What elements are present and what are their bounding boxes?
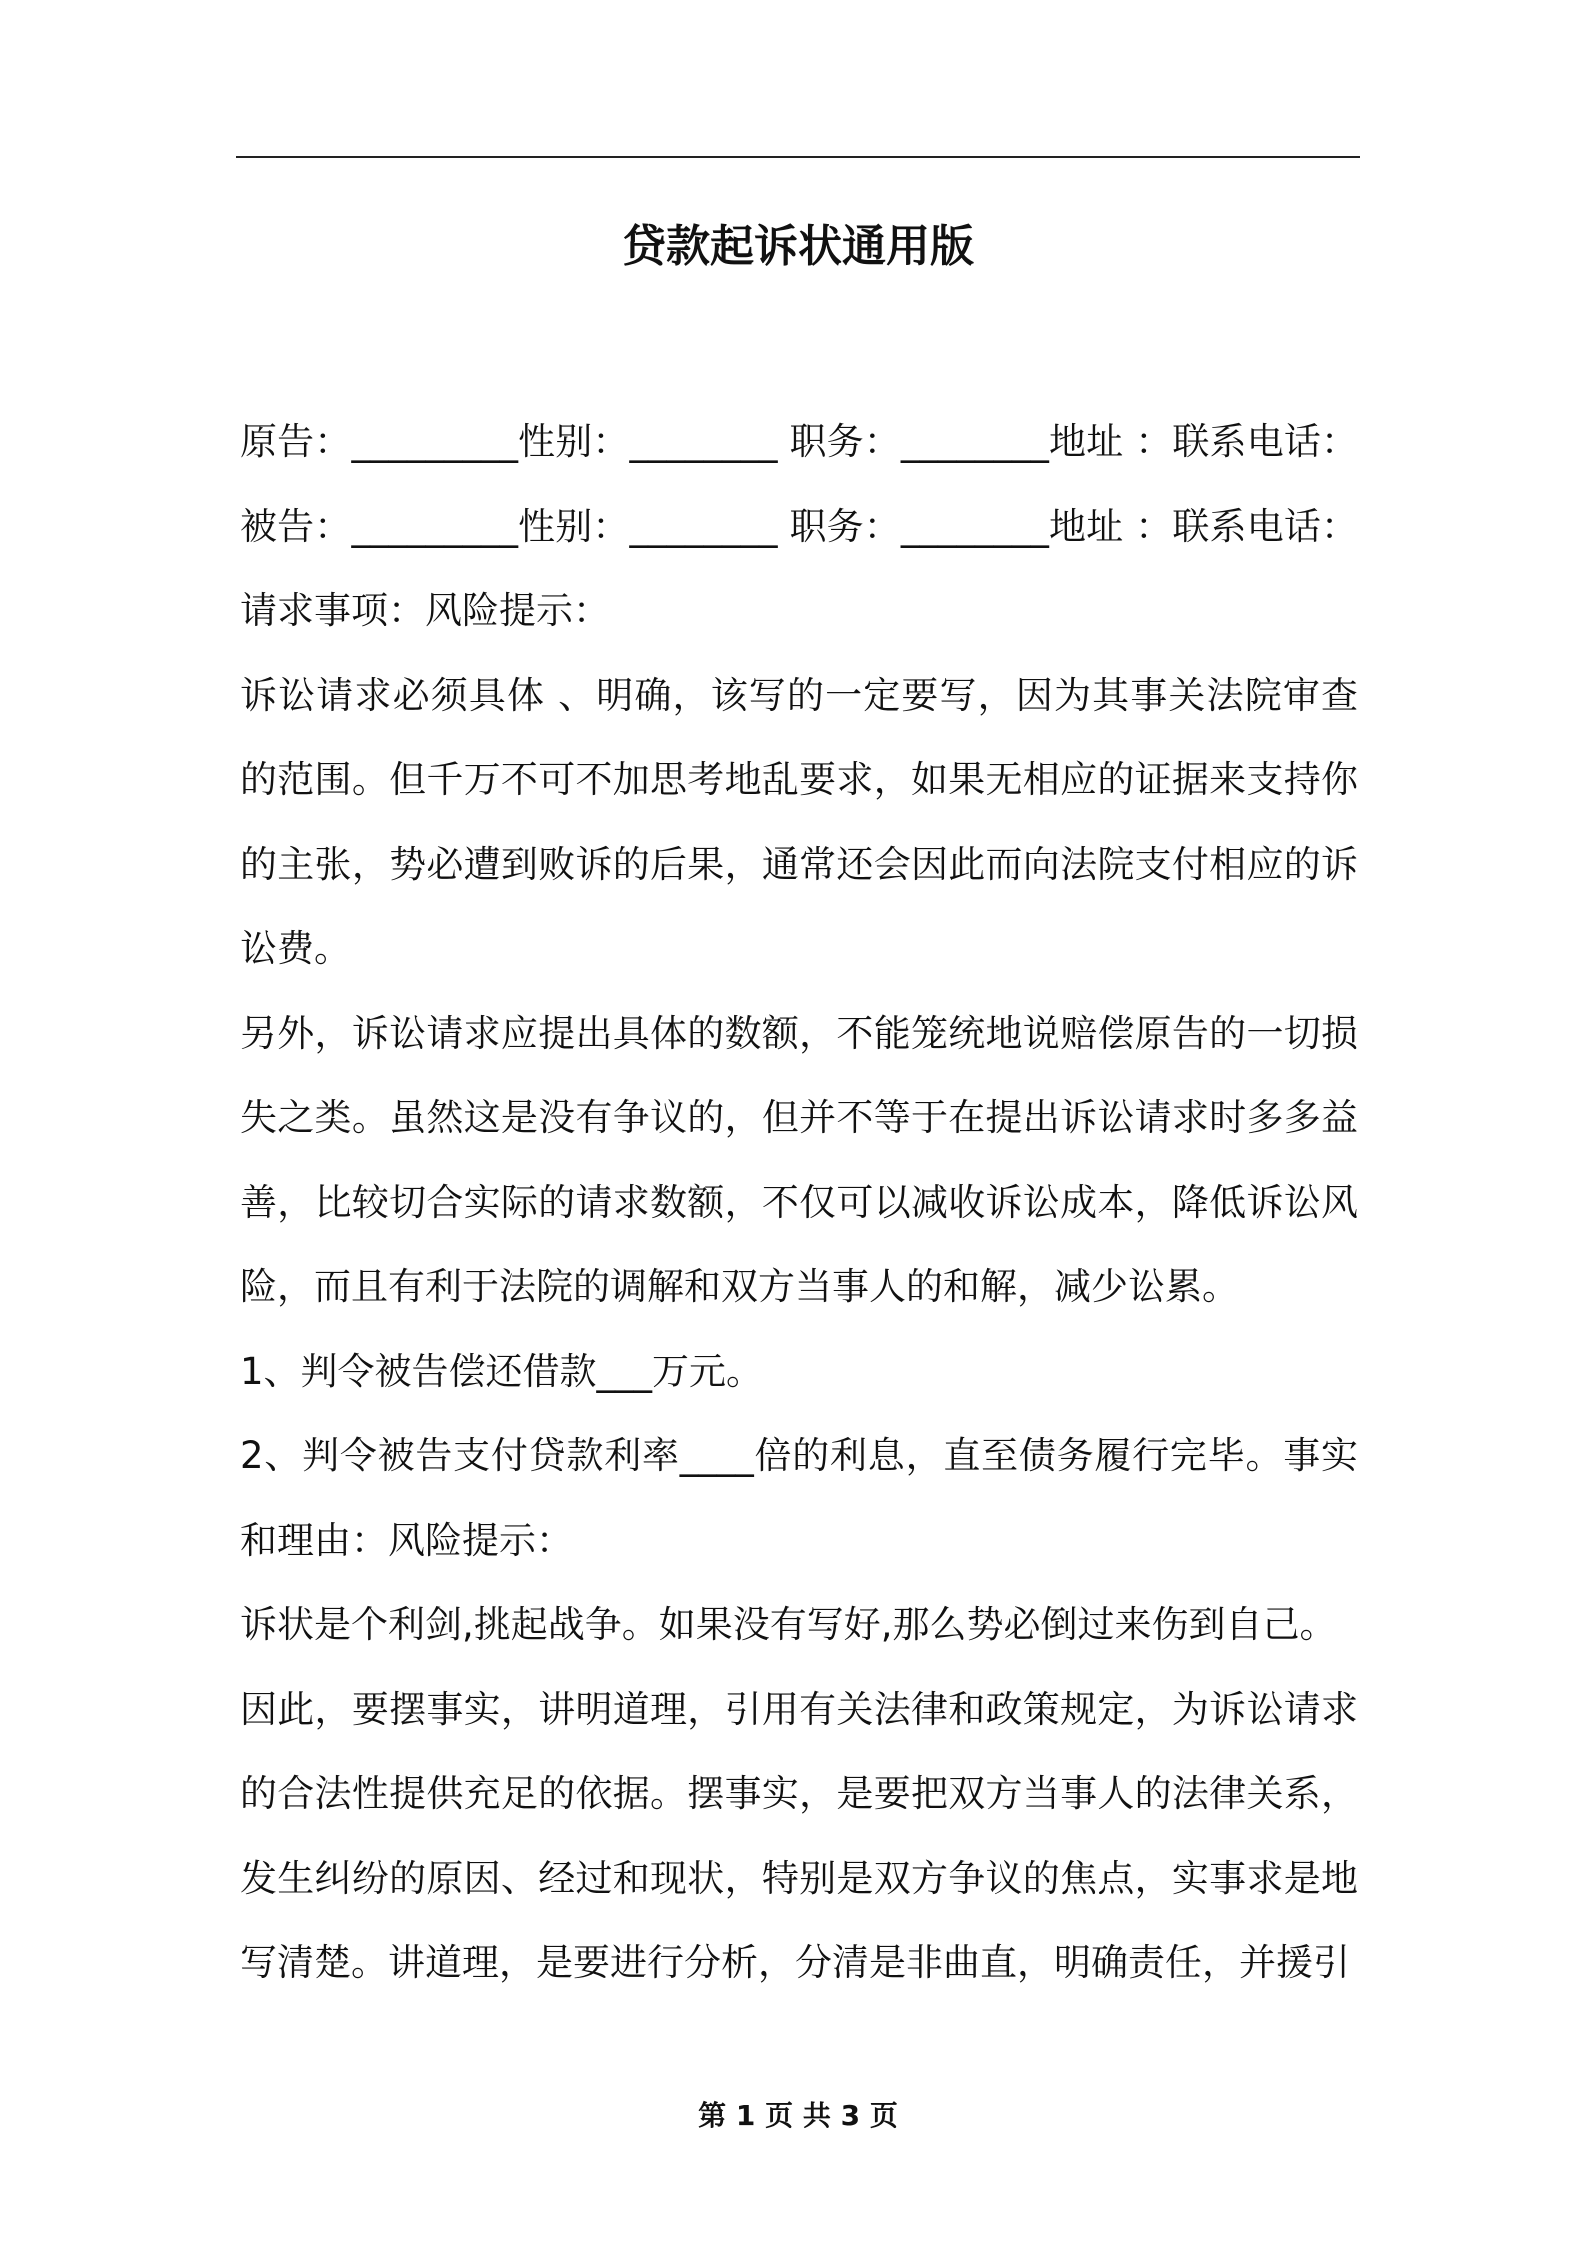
header-rule [236,156,1360,158]
page-number-footer: 第 1 页 共 3 页 [698,2099,898,2132]
claim-risk-paragraph: 诉讼请求必须具体 、明确，该写的一定要写，因为其事关法院审查的范围。但千万不可不加思考地乱要求，如果无相应的证据来支持你的主张，势必遭到败诉的后果，通常还会因此而向法院支付相应的诉讼费。 [240,673,1358,970]
party-info-paragraph: 原告：_________性别：________ 职务：________地址 ：联系电话：被告：_________性别：________ 职务：________地址 ：联系电话：请求事项：风险提示： [240,420,1358,632]
claim-item-1: 1、判令被告偿还借款___万元。 [240,1349,764,1393]
claim-amount-paragraph: 另外，诉讼请求应提出具体的数额，不能笼统地说赔偿原告的一切损失之类。虽然这是没有争议的，但并不等于在提出诉讼请求时多多益善，比较切合实际的请求数额，不仅可以减收诉讼成本，降低诉讼风险，而且有利于法院的调解和双方当事人的和解，减少讼累。 [240,1011,1358,1308]
document-title: 贷款起诉状通用版 [622,221,974,272]
complaint-warning-paragraph: 诉状是个利剑,挑起战争。如果没有写好,那么势必倒过来伤到自己。 [240,1603,1337,1646]
facts-reasons-paragraph: 因此，要摆事实，讲明道理，引用有关法律和政策规定，为诉讼请求的合法性提供充足的依据。摆事实，是要把双方当事人的法律关系，发生纠纷的原因、经过和现状，特别是双方争议的焦点，实事求是地写清楚。讲道理，是要进行分析，分清是非曲直，明确责任，并援引 [240,1687,1358,1984]
claim-item-2: 2、判令被告支付贷款利率____倍的利息，直至债务履行完毕。事实和理由：风险提示： [240,1434,1358,1562]
document-body [240,400,1358,2006]
